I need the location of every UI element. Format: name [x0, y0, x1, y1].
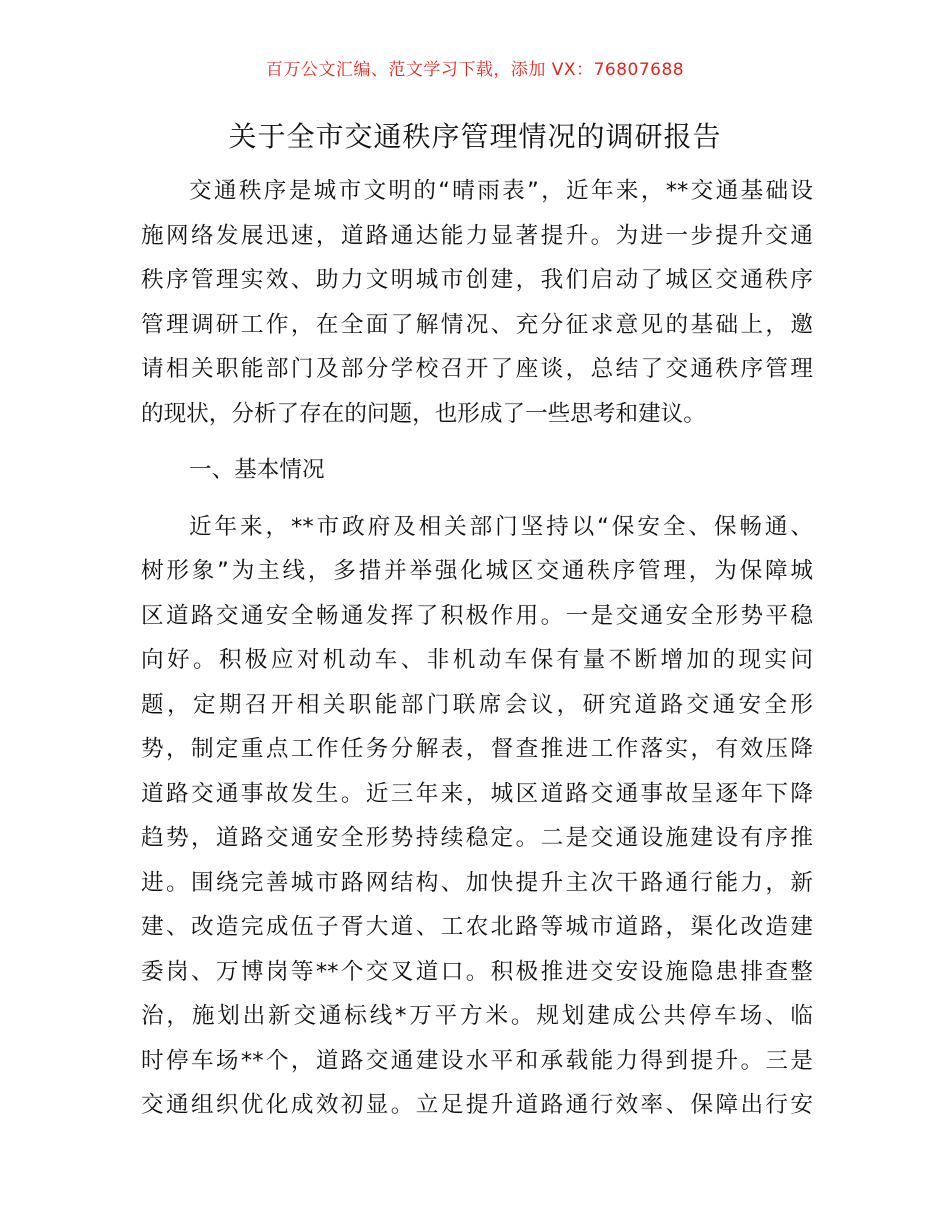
text-line: 进。围绕完善城市路网结构、加快提升主次干路通行能力，新 [141, 869, 813, 896]
section-heading [141, 448, 813, 493]
paragraph-basic-situation [141, 505, 813, 1128]
text-line: 势，制定重点工作任务分解表，督查推进工作落实，有效压降 [141, 736, 813, 762]
document-title: 关于全市交通秩序管理情况的调研报告 [228, 120, 722, 153]
document-body [141, 169, 813, 1128]
text-line: 施网络发展迅速，道路通达能力显著提升。为进一步提升交通 [141, 222, 813, 249]
text-line: 树形象”为主线，多措并举强化城区交通秩序管理，为保障城 [141, 558, 813, 584]
text-line: 管理调研工作，在全面了解情况、充分征求意见的基础上，邀 [141, 311, 813, 338]
text-line: 的现状，分析了存在的问题，也形成了一些思考和建议。 [141, 400, 706, 427]
text-line: 委岗、万博岗等**个交叉道口。积极推进交安设施隐患排查整 [141, 958, 813, 985]
heading-line: 一、基本情况 [189, 457, 325, 483]
text-line: 题，定期召开相关职能部门联席会议，研究道路交通安全形 [141, 691, 813, 718]
text-line: 请相关职能部门及部分学校召开了座谈，总结了交通秩序管理 [141, 356, 813, 382]
text-line: 治，施划出新交通标线*万平方米。规划建成公共停车场、临 [141, 1003, 813, 1029]
text-line: 建、改造完成伍子胥大道、工农北路等城市道路，渠化改造建 [141, 914, 813, 940]
text-line: 道路交通事故发生。近三年来，城区道路交通事故呈逐年下降 [141, 780, 813, 807]
text-line: 秩序管理实效、助力文明城市创建，我们启动了城区交通秩序 [141, 267, 813, 293]
paragraph-intro [141, 169, 813, 436]
text-line: 近年来，**市政府及相关部门坚持以“保安全、保畅通、 [189, 513, 813, 540]
text-line: 趋势，道路交通安全形势持续稳定。二是交通设施建设有序推 [141, 825, 813, 851]
text-line: 区道路交通安全畅通发挥了积极作用。一是交通安全形势平稳 [141, 602, 813, 629]
text-line: 交通秩序是城市文明的“晴雨表”，近年来，**交通基础设 [189, 178, 813, 204]
text-line: 交通组织优化成效初显。立足提升道路通行效率、保障出行安 [141, 1092, 813, 1118]
header-banner: 百万公文汇编、范文学习下载，添加 VX：76807688 [265, 60, 685, 80]
text-line: 向好。积极应对机动车、非机动车保有量不断增加的现实问 [141, 647, 813, 673]
text-line: 时停车场**个，道路交通建设水平和承载能力得到提升。三是 [141, 1047, 813, 1074]
